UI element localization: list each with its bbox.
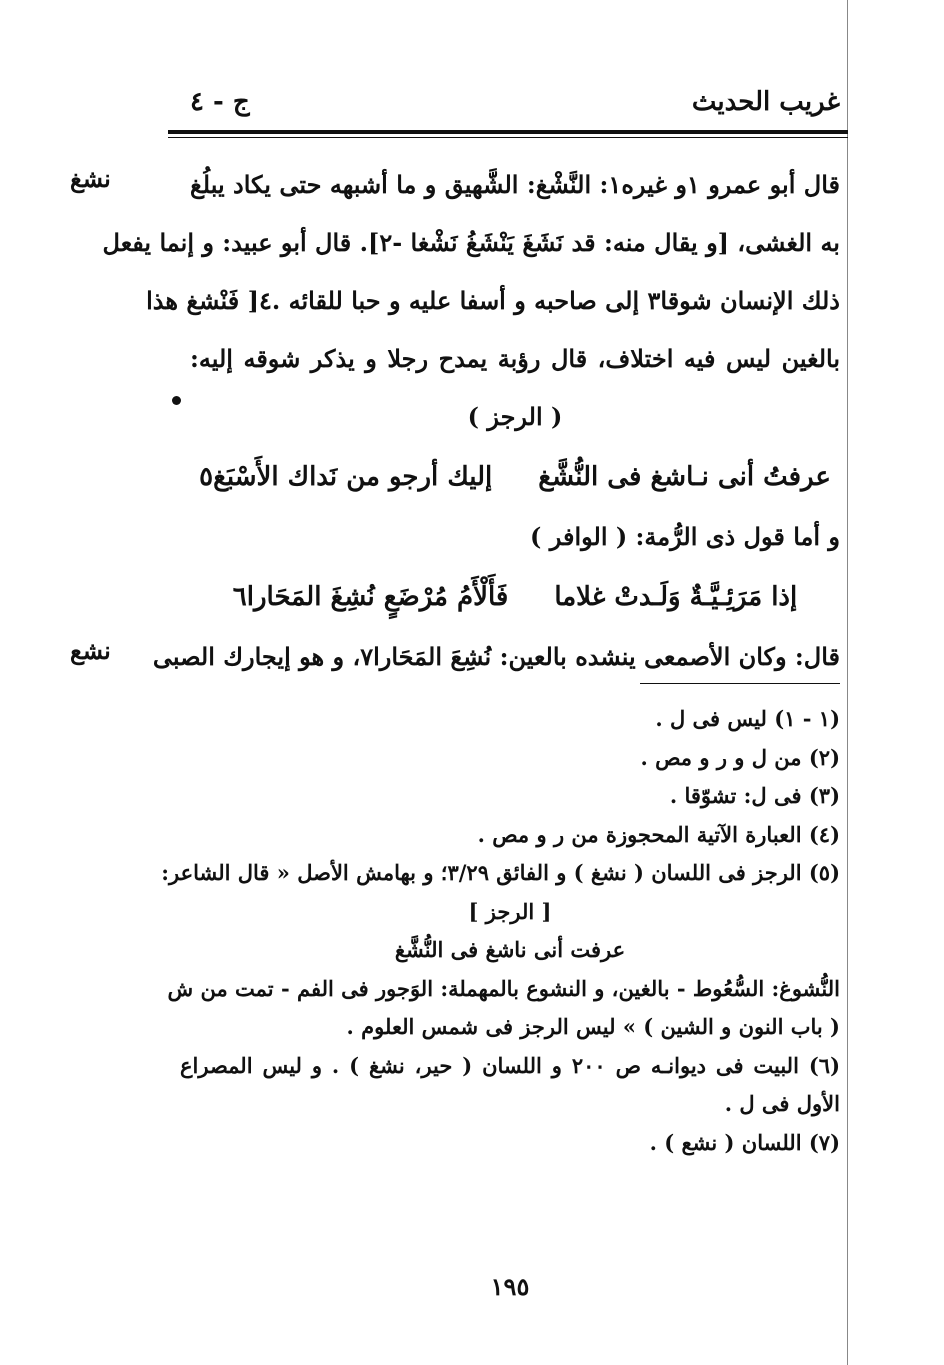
footnote: (٦) البيت فى ديوانـه ص ٢٠٠ و اللسان ( حير، نشغ ) . و ليس المصراع — [180, 1052, 840, 1078]
verse-hemistich: فَأَلْأَمُ مُرْضَعٍ نُشِغَ المَحَارا٦ — [232, 582, 509, 612]
footnote: (٢) من ل و ر و مص . — [640, 744, 840, 770]
verse-hemistich: عرفتُ أنى نـاشغ فى النُّشَّغ — [538, 462, 831, 492]
body-line: به الغشى، [و يقال منه: قد نَشَغَ يَنْشَغُ نَشْغا -٢]. قال أبو عبيد: و إنما يفعل — [102, 228, 840, 257]
body-line: بالغين ليس فيه اختلاف، قال رؤبة يمدح رجلا و يذكر شوقه إليه: — [190, 344, 840, 373]
footnote-meter: [ الرجز ] — [468, 898, 552, 924]
verse-line — [190, 446, 840, 508]
footnote: (١ - ١) ليس فى ل . — [655, 706, 840, 731]
meter-label: ( الرجز ) — [467, 402, 563, 431]
footnote: ( باب النون و الشين ) » ليس الرجز فى شمس العلوم . — [346, 1014, 840, 1039]
margin-marker-dot — [172, 396, 181, 405]
running-header — [190, 82, 840, 122]
footnote: (٧) اللسان ( نشع ) . — [649, 1129, 840, 1155]
body-line: قال: وكان الأصمعى ينشده بالعين: نُشِعَ المَحَارا٧، و هو إيجارك الصبى — [152, 642, 840, 671]
header-volume: ج - ٤ — [190, 87, 250, 117]
verse-intro: و أما قول ذى الرُّمة: ( الوافر ) — [530, 522, 840, 551]
footnote-rule — [640, 683, 840, 684]
footnotes — [161, 700, 840, 1162]
footnote: النُّشوغ: السُّعُوط - بالغين، و النشوع بالمهملة: الوَجور فى الفم - تمت من ش — [167, 975, 840, 1001]
verse-hemistich: إليك أرجو من نَداك الأَسْبَغ٥ — [199, 462, 493, 492]
footnote: (٣) فى ل: تشوّقا . — [669, 783, 840, 808]
body-line: قال أبو عمرو ١و غيره١: النَّشْغ: الشَّهيق و ما أشبهه حتى يكاد يبلُغ — [190, 170, 841, 199]
page-number: ١٩٥ — [490, 1272, 530, 1301]
main-text — [102, 156, 841, 686]
margin-note-nashgh: نشغ — [70, 164, 111, 193]
margin-note-nasha: نشع — [70, 636, 111, 665]
verse-line — [190, 566, 840, 628]
footnote-verse: عرفت أنى ناشغ فى النُّشَّغ — [394, 937, 626, 962]
header-rule-thin — [168, 137, 848, 138]
footnote: الأول فى ل . — [724, 1091, 840, 1116]
footnote: (٤) العبارة الآتية المحجوزة من ر و مص . — [477, 821, 840, 847]
body-line: ذلك الإنسان شوقا٣ إلى صاحبه و أسفا عليه و حبا للقائه .٤[ فَنْشغ هذا — [146, 286, 840, 315]
page-edge-line — [847, 0, 848, 1365]
footnote: (٥) الرجز فى اللسان ( نشغ ) و الفائق ٣/٢٩؛ و بهامش الأصل « قال الشاعر: — [161, 860, 840, 885]
verse-hemistich: إذا مَرَئِـيَّـةٌ وَلَـدتْ غلاما — [554, 582, 798, 612]
header-title: غريب الحديث — [691, 87, 840, 117]
header-rule — [168, 130, 848, 134]
